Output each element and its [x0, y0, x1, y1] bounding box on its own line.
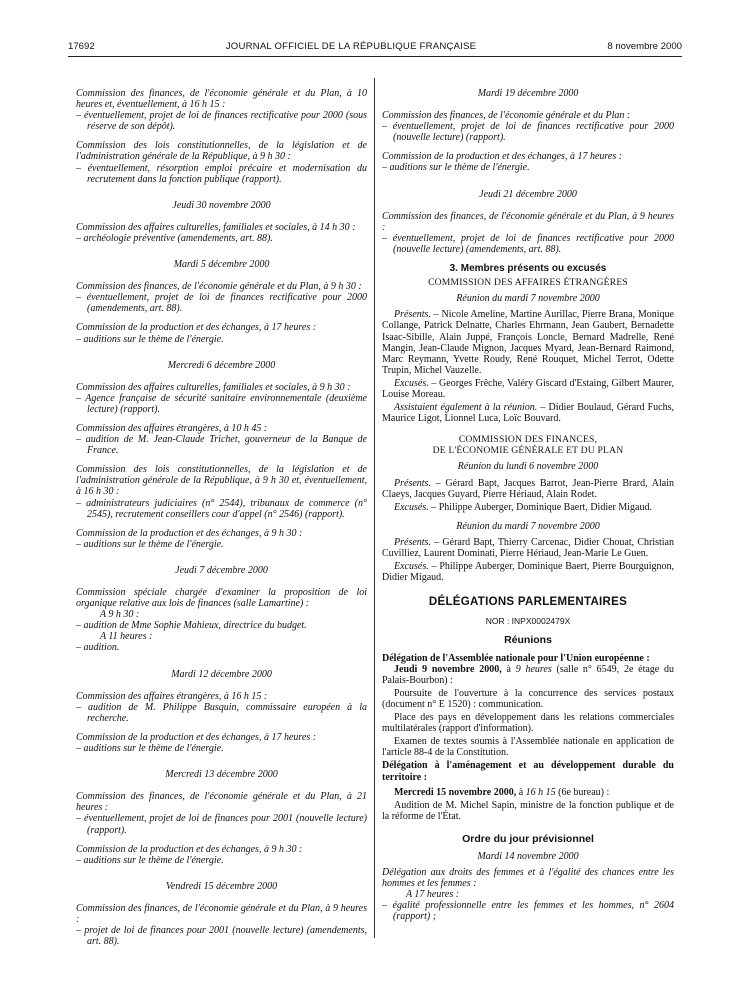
entry-heading: Commission des affaires étrangères, à 10 h 45 :: [76, 422, 268, 434]
attendance-names: – Didier Boulaud, Gérard Fuchs, Maurice Ligot, Lionnel Luca, Loïc Bouvard.: [382, 402, 674, 425]
entry-item: – éventuellement, projet de loi de finances rectificative pour 2000 (amendements, art. 88).: [76, 292, 367, 315]
attendance-names: – Georges Frêche, Valéry Giscard d'Estaing, Gilbert Maurer, Louise Moreau.: [382, 377, 674, 400]
entry-item: – égalité professionnelle entre les femmes et les hommes, n° 2604 (rapport) ;: [382, 900, 674, 923]
meeting-at: à: [501, 663, 516, 675]
entry-item: – projet de loi de finances pour 2001 (nouvelle lecture) (amendements, art. 88).: [76, 925, 367, 948]
agenda-entry: [76, 281, 367, 314]
day-heading: Mardi 5 décembre 2000: [173, 259, 270, 271]
attendance-excused: [382, 561, 674, 583]
meeting-date: Mercredi 15 novembre 2000,: [394, 786, 517, 798]
delegations-title: DÉLÉGATIONS PARLEMENTAIRES: [428, 596, 628, 609]
meeting-date: Jeudi 9 novembre 2000,: [394, 663, 502, 675]
meeting-line: [382, 664, 674, 686]
entry-time: A 17 heures :: [406, 889, 460, 901]
agenda-paragraph: Examen de textes soumis à l'Assemblée nationale en application de l'article 88-4 de la Constitution.: [382, 736, 674, 759]
entry-item: – audition de Mme Sophie Mahieux, directrice du budget.: [76, 620, 307, 632]
attendance-present: [382, 478, 674, 500]
attendance-label: Assistaient également à la réunion.: [394, 402, 538, 414]
delegation-name: Délégation à l'aménagement et au développement durable du territoire :: [382, 760, 674, 783]
right-column: [382, 88, 674, 923]
section-title: 3. Membres présents ou excusés: [449, 263, 607, 275]
attendance-excused: [382, 378, 674, 400]
entry-item: – Agence française de sécurité sanitaire environnementale (deuxième lecture) (rapport).: [76, 392, 367, 415]
page-header: [68, 39, 682, 53]
entry-heading: Commission de la production et des échanges, à 9 h 30 :: [76, 527, 303, 539]
entry-item: – administrateurs judiciaires (n° 2544), tribunaux de commerce (n° 2545), recrutement conseillers cour d'appel (n° 2546) (rapport).: [76, 497, 367, 520]
meeting-time: 9 heures: [515, 663, 552, 675]
left-column: [76, 88, 367, 955]
attendance-names: – Philippe Auberger, Dominique Baert, Pierre Bourguignon, Didier Migaud.: [382, 561, 674, 584]
entry-time: A 9 h 30 :: [100, 609, 140, 621]
day-heading: Mercredi 6 décembre 2000: [167, 359, 276, 371]
meeting-at: à: [516, 786, 526, 798]
day-heading: Vendredi 15 décembre 2000: [165, 880, 278, 892]
entry-heading: Commission de la production et des échanges, à 17 heures :: [76, 322, 317, 334]
entry-heading: Commission de la production et des échanges, à 17 heures :: [382, 151, 623, 163]
attendance-also: [382, 402, 674, 424]
entry-heading: Commission spéciale chargée d'examiner la proposition de loi organique relative aux lois de finances (salle Lamartine) :: [76, 587, 367, 610]
agenda-entry: [76, 140, 367, 184]
entry-item: – éventuellement, projet de loi de finances rectificative pour 2000 (nouvelle lecture) (amendements, art. 88).: [382, 232, 674, 255]
agenda-entry: [76, 691, 367, 724]
entry-heading: Commission de la production et des échanges, à 9 h 30 :: [76, 843, 303, 855]
day-heading: Mardi 19 décembre 2000: [477, 88, 579, 99]
agenda-entry: [76, 844, 367, 866]
agenda-entry: [76, 464, 367, 519]
entry-heading: Commission des affaires étrangères, à 16 h 15 :: [76, 690, 268, 702]
entry-heading: Commission des finances, de l'économie générale et du Plan, à 21 heures :: [76, 791, 367, 814]
reunions-title: Réunions: [504, 634, 552, 647]
attendance-label: Présents.: [394, 536, 431, 548]
entry-item: – auditions sur le thème de l'énergie.: [76, 854, 224, 866]
entry-item: – auditions sur le thème de l'énergie.: [76, 743, 224, 755]
column-divider: [374, 78, 375, 938]
attendance-label: Excusés.: [394, 377, 429, 389]
agenda-entry: [382, 151, 674, 173]
entry-item: – audition de M. Jean-Claude Trichet, gouverneur de la Banque de France.: [76, 434, 367, 457]
agenda-paragraph: Place des pays en développement dans les relations commerciales multilatérales (rapport d'information).: [382, 712, 674, 735]
attendance-excused: [382, 502, 674, 513]
commission-title: COMMISSION DES AFFAIRES ÉTRANGÈRES: [428, 277, 628, 289]
agenda-entry: [76, 587, 367, 654]
delegation-name: Délégation de l'Assemblée nationale pour l'Union européenne :: [382, 652, 650, 664]
entry-heading: Commission des finances, de l'économie générale et du Plan, à 9 heures :: [76, 902, 367, 925]
commission-subtitle: DE L'ÉCONOMIE GÉNÉRALE ET DU PLAN: [432, 445, 624, 457]
agenda-entry: [382, 110, 674, 143]
attendance-present: [382, 309, 674, 376]
issue-date: 8 novembre 2000: [607, 40, 682, 52]
entry-heading: Commission des finances, de l'économie générale et du Plan, à 9 h 30 :: [76, 281, 362, 293]
agenda-entry: [76, 222, 367, 244]
meeting-place: (salle n° 6549, 2e étage du Palais-Bourbon) :: [382, 663, 674, 686]
attendance-present: [382, 537, 674, 559]
entry-item: – audition.: [76, 642, 120, 654]
journal-title: JOURNAL OFFICIEL DE LA RÉPUBLIQUE FRANÇAISE: [225, 40, 477, 52]
nor-reference: NOR : INPX0002479X: [485, 616, 571, 627]
attendance-names: – Gérard Bapt, Jacques Barrot, Jean-Pierre Brard, Alain Claeys, Jacques Guyard, Pierre Hériaud, Alain Rodet.: [382, 477, 674, 500]
agenda-entry: [76, 791, 367, 835]
agenda-entry: [382, 211, 674, 255]
meeting-date: Réunion du lundi 6 novembre 2000: [457, 461, 599, 473]
day-heading: Jeudi 7 décembre 2000: [175, 564, 268, 576]
entry-item: – éventuellement, résorption emploi précaire et modernisation du recrutement dans la fonction publique (rapport).: [76, 162, 367, 185]
agenda-entry: [76, 382, 367, 415]
day-heading: Mercredi 13 décembre 2000: [165, 769, 278, 781]
entry-heading: Commission des affaires culturelles, familiales et sociales, à 9 h 30 :: [76, 381, 351, 393]
entry-item: – auditions sur le thème de l'énergie.: [76, 333, 224, 345]
attendance-label: Présents.: [394, 309, 431, 321]
meeting-place: (6e bureau) :: [555, 786, 610, 798]
commission-title: COMMISSION DES FINANCES,: [458, 434, 598, 446]
meeting-date: Réunion du mardi 7 novembre 2000: [456, 293, 600, 305]
attendance-label: Excusés.: [394, 501, 429, 513]
attendance-label: Présents.: [394, 477, 431, 489]
agenda-entry: [76, 88, 367, 132]
entry-heading: Commission des lois constitutionnelles, de la législation et de l'administration générale de la République, à 9 h 30 et, éventuellement, à 16 h 30 :: [76, 464, 367, 498]
page-number: 17692: [68, 40, 95, 52]
entry-heading: Délégation aux droits des femmes et à l'égalité des chances entre les hommes et les femmes :: [382, 867, 674, 890]
entry-item: – auditions sur le thème de l'énergie.: [76, 538, 224, 550]
entry-item: – audition de M. Philippe Busquin, commissaire européen à la recherche.: [76, 701, 367, 724]
agenda-entry: [76, 903, 367, 947]
entry-heading: Commission des finances, de l'économie générale et du Plan, à 10 heures et, éventuellement, à 16 h 15 :: [76, 88, 367, 111]
attendance-names: – Philippe Auberger, Dominique Baert, Didier Migaud.: [428, 501, 652, 513]
attendance-label: Excusés.: [394, 561, 429, 573]
day-heading: Jeudi 21 décembre 2000: [479, 188, 577, 200]
entry-item: – éventuellement, projet de loi de finances pour 2001 (nouvelle lecture) (rapport).: [76, 813, 367, 836]
agenda-paragraph: Poursuite de l'ouverture à la concurrence des services postaux (document n° E 1520) : communication.: [382, 687, 674, 710]
meeting-line: [382, 787, 674, 798]
entry-heading: Commission de la production et des échanges, à 17 heures :: [76, 731, 317, 743]
ordre-title: Ordre du jour prévisionnel: [462, 832, 594, 845]
entry-heading: Commission des lois constitutionnelles, de la législation et de l'administration générale de la République, à 9 h 30 :: [76, 140, 367, 163]
attendance-names: – Nicole Ameline, Martine Aurillac, Pierre Brana, Monique Collange, Patrick Delnatte, Charles Ehrmann, Jean Gaubert, Bernadette Isaac-Sibille, Alain Juppé, François Loncle, Bernard Madrelle, René Mangin, Jean-Claude Mignon, Jacques Myard, Jean-Bernard Raimond, Marc Reymann, Yvette Roudy, René Rouquet, Michel Terrot, Odette Trupin, Michel Vauzelle.: [382, 309, 674, 376]
entry-heading: Commission des finances, de l'économie générale et du Plan, à 9 heures :: [382, 210, 674, 233]
agenda-paragraph: Audition de M. Michel Sapin, ministre de la fonction publique et de la réforme de l'État.: [382, 799, 674, 822]
day-heading: Mardi 14 novembre 2000: [477, 850, 579, 862]
entry-heading: Commission des finances, de l'économie générale et du Plan :: [382, 110, 631, 122]
meeting-date: Réunion du mardi 7 novembre 2000: [456, 520, 600, 532]
day-heading: Jeudi 30 novembre 2000: [172, 199, 271, 211]
agenda-entry: [76, 322, 367, 344]
entry-item: – auditions sur le thème de l'énergie.: [382, 162, 530, 174]
entry-heading: Commission des affaires culturelles, familiales et sociales, à 14 h 30 :: [76, 221, 356, 233]
entry-item: – éventuellement, projet de loi de finances rectificative pour 2000 (nouvelle lecture) (rapport).: [382, 121, 674, 144]
entry-time: A 11 heures :: [100, 631, 153, 643]
meeting-time: 16 h 15: [525, 786, 556, 798]
entry-item: – éventuellement, projet de loi de finances rectificative pour 2000 (sous réserve de son dépôt).: [76, 110, 367, 133]
entry-item: – archéologie préventive (amendements, art. 88).: [76, 232, 273, 244]
agenda-entry: [76, 423, 367, 456]
agenda-entry: [76, 528, 367, 550]
attendance-names: – Gérard Bapt, Thierry Carcenac, Didier Chouat, Christian Cuvilliez, Laurent Dominati, Pierre Hériaud, Jean-Marie Le Guen.: [382, 536, 674, 559]
agenda-entry: [76, 732, 367, 754]
day-heading: Mardi 12 décembre 2000: [171, 668, 272, 680]
header-rule: [68, 56, 682, 57]
